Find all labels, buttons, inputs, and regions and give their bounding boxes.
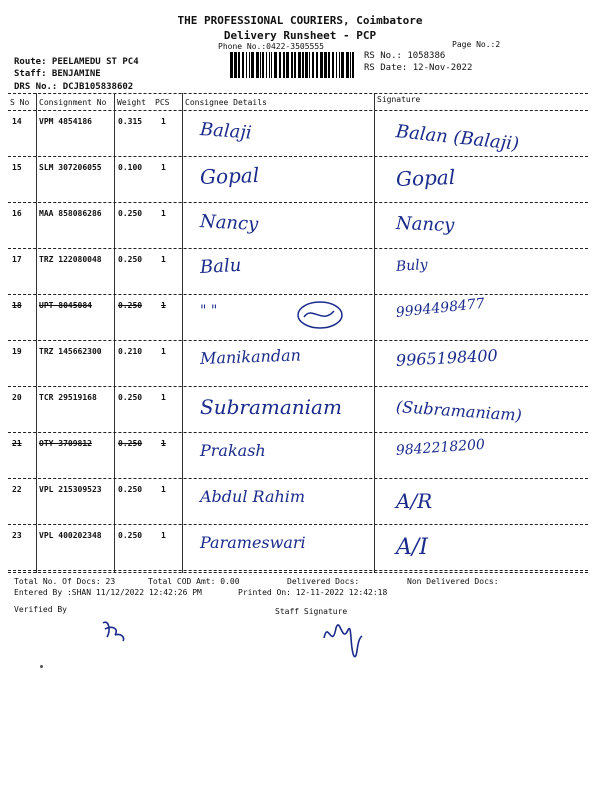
- barcode-bar: [260, 52, 261, 78]
- barcode-bar: [291, 52, 293, 78]
- barcode-bar: [324, 52, 327, 78]
- barcode-bar: [238, 52, 240, 78]
- staff-name: Staff: BENJAMINE: [14, 69, 101, 79]
- row-sno: 23: [12, 531, 22, 540]
- col-header-consignment: Consignment No: [39, 98, 107, 107]
- barcode-bar: [309, 52, 310, 78]
- row-consignment: SLM 307206055: [39, 163, 102, 172]
- consignee-handwriting: Prakash: [200, 441, 266, 460]
- col-divider: [36, 93, 37, 573]
- row-sno: 15: [12, 163, 22, 172]
- row-weight: 0.210: [118, 347, 143, 356]
- recipient-signature: A/R: [396, 489, 433, 513]
- row-weight: 0.250: [118, 485, 143, 494]
- barcode-bar: [341, 52, 344, 78]
- row-divider: [8, 478, 588, 479]
- row-consignment: VPL 400202348: [39, 531, 102, 540]
- row-consignment: VPM 4854186: [39, 117, 92, 126]
- row-pcs: 1: [161, 163, 166, 172]
- barcode-bar: [316, 52, 318, 78]
- row-weight: 0.100: [118, 163, 143, 172]
- row-divider: [8, 340, 588, 341]
- header-rule: [8, 110, 588, 111]
- row-divider: [8, 432, 588, 433]
- barcode-bar: [274, 52, 277, 78]
- barcode-bar: [246, 52, 247, 78]
- barcode-bar: [352, 52, 354, 78]
- barcode-bar: [332, 52, 334, 78]
- row-pcs: 1: [161, 439, 166, 448]
- barcode-bar: [279, 52, 281, 78]
- row-divider: [8, 570, 588, 571]
- barcode-bar: [230, 52, 233, 78]
- row-sno: 16: [12, 209, 22, 218]
- company-name: THE PROFESSIONAL COURIERS, Coimbatore: [177, 14, 423, 27]
- drs-number: DRS No.: DCJB105838602: [14, 82, 134, 92]
- col-header-pcs: PCS: [155, 98, 170, 107]
- recipient-signature: Balan (Balaji): [394, 121, 521, 155]
- route: Route: PEELAMEDU ST PC4: [14, 57, 139, 67]
- barcode-bar: [339, 52, 340, 78]
- row-consignment: TRZ 145662300: [39, 347, 102, 356]
- row-pcs: 1: [161, 301, 166, 310]
- non-delivered-docs: Non Delivered Docs:: [407, 577, 499, 586]
- barcode-bar: [350, 52, 351, 78]
- barcode-bar: [294, 52, 296, 78]
- row-consignment: TRZ 122080048: [39, 255, 102, 264]
- consignee-handwriting: Manikandan: [199, 345, 302, 368]
- col-header-sno: S No: [10, 98, 30, 107]
- row-consignment: VPL 215309523: [39, 485, 102, 494]
- consignee-handwriting: Parameswari: [200, 533, 306, 552]
- total-cod: Total COD Amt: 0.00: [148, 577, 240, 586]
- row-divider: [8, 248, 588, 249]
- barcode-bar: [249, 52, 250, 78]
- row-weight: 0.250: [118, 439, 143, 448]
- rs-date: RS Date: 12-Nov-2022: [364, 63, 473, 73]
- page-number: Page No.:2: [452, 40, 501, 49]
- row-pcs: 1: [161, 255, 166, 264]
- recipient-signature: Gopal: [395, 164, 456, 191]
- entered-by: Entered By :SHAN 11/12/2022 12:42:26 PM: [14, 588, 202, 597]
- row-consignment: UPT 8045084: [39, 301, 92, 310]
- barcode-bar: [266, 52, 267, 78]
- barcode-bar: [262, 52, 264, 78]
- recipient-signature: (Subramaniam): [395, 397, 523, 425]
- rs-number: RS No.: 1058386: [364, 51, 446, 61]
- recipient-signature: 9994498477: [395, 295, 486, 321]
- row-weight: 0.250: [118, 209, 143, 218]
- row-pcs: 1: [161, 485, 166, 494]
- barcode-bar: [286, 52, 289, 78]
- row-weight: 0.250: [118, 301, 143, 310]
- barcode-bar: [312, 52, 314, 78]
- row-weight: 0.250: [118, 393, 143, 402]
- row-pcs: 1: [161, 531, 166, 540]
- barcode: [230, 52, 355, 78]
- row-pcs: 1: [161, 117, 166, 126]
- staff-signature-mark: [318, 610, 368, 665]
- recipient-signature: 9965198400: [395, 345, 499, 370]
- barcode-bar: [256, 52, 259, 78]
- barcode-bar: [242, 52, 244, 78]
- barcode-bar: [251, 52, 254, 78]
- total-docs: Total No. Of Docs: 23: [14, 577, 116, 586]
- consignee-handwriting: " ": [200, 303, 218, 319]
- col-header-weight: Weight: [117, 98, 146, 107]
- circled-scribble: [290, 295, 350, 335]
- row-divider: [8, 386, 588, 387]
- phone-number: Phone No.:0422-3505555: [218, 42, 324, 51]
- col-header-signature: Signature: [377, 95, 421, 104]
- row-sno: 18: [12, 301, 22, 310]
- barcode-bar: [234, 52, 237, 78]
- row-consignment: MAA 858086286: [39, 209, 102, 218]
- consignee-handwriting: Balu: [199, 254, 242, 278]
- verified-signature-mark: [95, 615, 135, 645]
- footer-rule: [8, 572, 588, 573]
- verified-by-label: Verified By: [14, 605, 67, 614]
- table-top-rule: [8, 93, 588, 94]
- barcode-bar: [328, 52, 330, 78]
- row-weight: 0.250: [118, 531, 143, 540]
- row-weight: 0.315: [118, 117, 143, 126]
- recipient-signature: A/I: [396, 535, 428, 560]
- printed-on: Printed On: 12-11-2022 12:42:18: [238, 588, 388, 597]
- row-sno: 22: [12, 485, 22, 494]
- col-divider: [182, 93, 183, 573]
- row-sno: 17: [12, 255, 22, 264]
- barcode-bar: [269, 52, 270, 78]
- row-divider: [8, 156, 588, 157]
- col-header-consignee: Consignee Details: [185, 98, 267, 107]
- consignee-handwriting: Gopal: [199, 162, 260, 189]
- row-sno: 14: [12, 117, 22, 126]
- barcode-bar: [271, 52, 272, 78]
- row-pcs: 1: [161, 393, 166, 402]
- barcode-bar: [336, 52, 337, 78]
- consignee-handwriting: Subramaniam: [200, 395, 342, 419]
- col-divider: [374, 93, 375, 573]
- row-pcs: 1: [161, 209, 166, 218]
- consignee-handwriting: Balaji: [199, 119, 253, 144]
- ink-speck: [40, 665, 43, 668]
- row-consignment: TCR 29519168: [39, 393, 97, 402]
- row-sno: 20: [12, 393, 22, 402]
- consignee-handwriting: Abdul Rahim: [200, 487, 306, 506]
- barcode-bar: [305, 52, 308, 78]
- row-sno: 19: [12, 347, 22, 356]
- row-pcs: 1: [161, 347, 166, 356]
- staff-signature-label: Staff Signature: [275, 607, 348, 616]
- delivered-docs: Delivered Docs:: [287, 577, 360, 586]
- barcode-bar: [302, 52, 304, 78]
- barcode-bar: [320, 52, 323, 78]
- document-title: Delivery Runsheet - PCP: [223, 29, 377, 42]
- barcode-bar: [283, 52, 285, 78]
- recipient-signature: 9842218200: [395, 436, 486, 459]
- row-sno: 21: [12, 439, 22, 448]
- col-divider: [114, 93, 115, 573]
- recipient-signature: Nancy: [395, 213, 455, 237]
- row-consignment: OTY 3709812: [39, 439, 92, 448]
- row-divider: [8, 202, 588, 203]
- barcode-bar: [346, 52, 349, 78]
- barcode-bar: [298, 52, 301, 78]
- row-divider: [8, 524, 588, 525]
- recipient-signature: Buly: [395, 256, 429, 275]
- row-weight: 0.250: [118, 255, 143, 264]
- consignee-handwriting: Nancy: [199, 211, 259, 236]
